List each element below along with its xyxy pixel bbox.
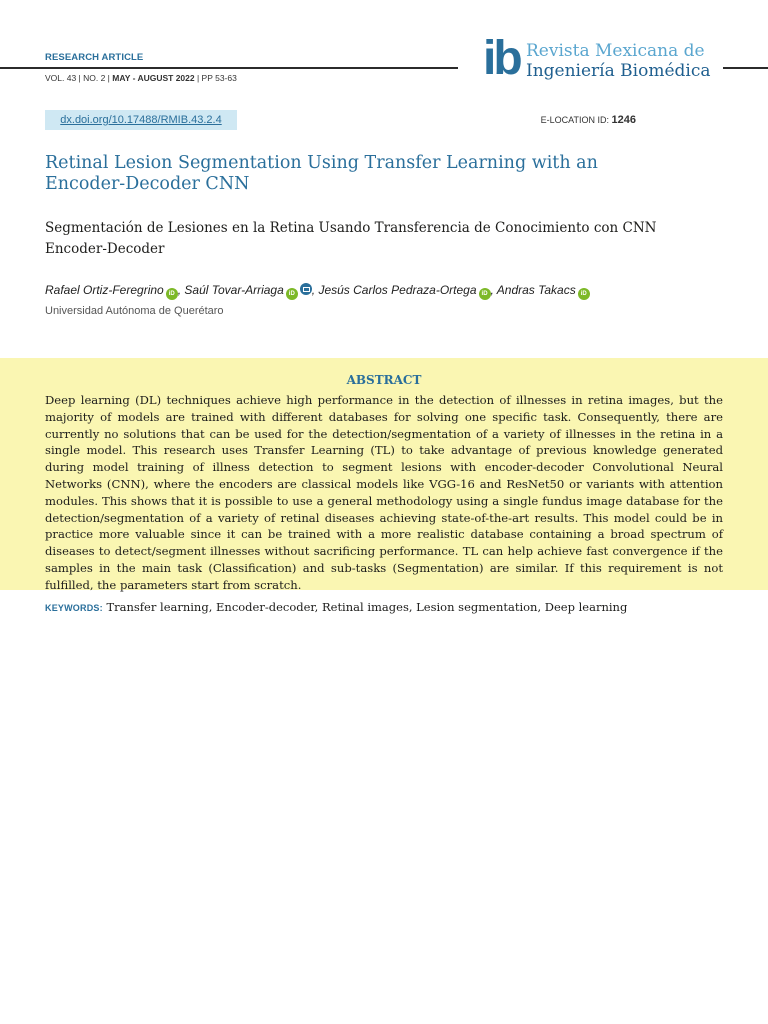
article-subtitle: Segmentación de Lesiones en la Retina Usando Transferencia de Conocimiento con CNN Encoder-Decoder [45, 220, 657, 257]
elocation-id [541, 114, 636, 126]
article-title: Retinal Lesion Segmentation Using Transfer Learning with an Encoder-Decoder CNN [45, 153, 598, 194]
volume-info [45, 73, 237, 83]
doi-link[interactable]: dx.doi.org/10.17488/RMIB.43.2.4 [45, 110, 237, 130]
issue-period: MAY - AUGUST 2022 [112, 73, 195, 83]
journal-name [526, 41, 710, 81]
author-list [45, 283, 745, 300]
journal-logo-mark: ib [483, 32, 520, 85]
header-rule-right [723, 67, 768, 69]
author-separator: , [311, 283, 319, 297]
keywords-label: KEYWORDS: [45, 603, 103, 613]
author-separator: , [490, 283, 497, 297]
author-separator: , [177, 283, 185, 297]
author-name[interactable]: Saúl Tovar-Arriaga [184, 283, 284, 297]
volume-number: VOL. 43 | NO. 2 | [45, 73, 113, 83]
orcid-icon[interactable]: iD [286, 288, 298, 300]
orcid-icon[interactable]: iD [479, 288, 491, 300]
article-type-label: RESEARCH ARTICLE [45, 52, 144, 63]
orcid-icon[interactable]: iD [578, 288, 590, 300]
keywords-text: Transfer learning, Encoder-decoder, Retinal images, Lesion segmentation, Deep learning [102, 600, 628, 614]
keywords-section [45, 600, 745, 614]
email-icon[interactable] [300, 283, 312, 295]
page-range: | PP 53-63 [194, 73, 237, 83]
author-name[interactable]: Jesús Carlos Pedraza-Ortega [318, 283, 477, 297]
abstract-text: Deep learning (DL) techniques achieve high performance in the detection of illnesses in retina images, but the majority of models are trained with different databases for solving one specific task. Consequently, there are currently no solutions that can be used for the detection/segmentation of a variety of illnesses in the retina in a single model. This research uses Transfer Learning (TL) to take advantage of previous knowledge generated during model training of illness detection to segment lesions with encoder-decoder Convolutional Neural Networks (CNN), where the encoders are classical models like VGG-16 and ResNet50 or variants with attention modules. This shows that it is possible to use a general methodology using a single fundus image database for the detection/segmentation of a variety of retinal diseases achieving state-of-the-art results. This model could be in practice more valuable since it can be trained with a more realistic database containing a broad spectrum of diseases to detect/segment illnesses without sacrificing performance. TL can help achieve fast convergence if the samples in the main task (Classification) and sub-tasks (Segmentation) are similar. If this requirement is not fulfilled, the parameters start from scratch. [45, 393, 723, 592]
author-name[interactable]: Andras Takacs [496, 283, 576, 297]
journal-name-line1: Revista Mexicana de [526, 41, 705, 61]
abstract-heading: ABSTRACT [346, 373, 422, 387]
elocation-label: E-LOCATION ID: [540, 115, 612, 125]
header-rule-left [0, 67, 458, 69]
orcid-icon[interactable]: iD [166, 288, 178, 300]
author-name[interactable]: Rafael Ortiz-Feregrino [45, 283, 164, 297]
affiliation: Universidad Autónoma de Querétaro [45, 305, 224, 317]
journal-name-line2: Ingeniería Biomédica [526, 61, 711, 81]
elocation-value: 1246 [611, 114, 636, 126]
